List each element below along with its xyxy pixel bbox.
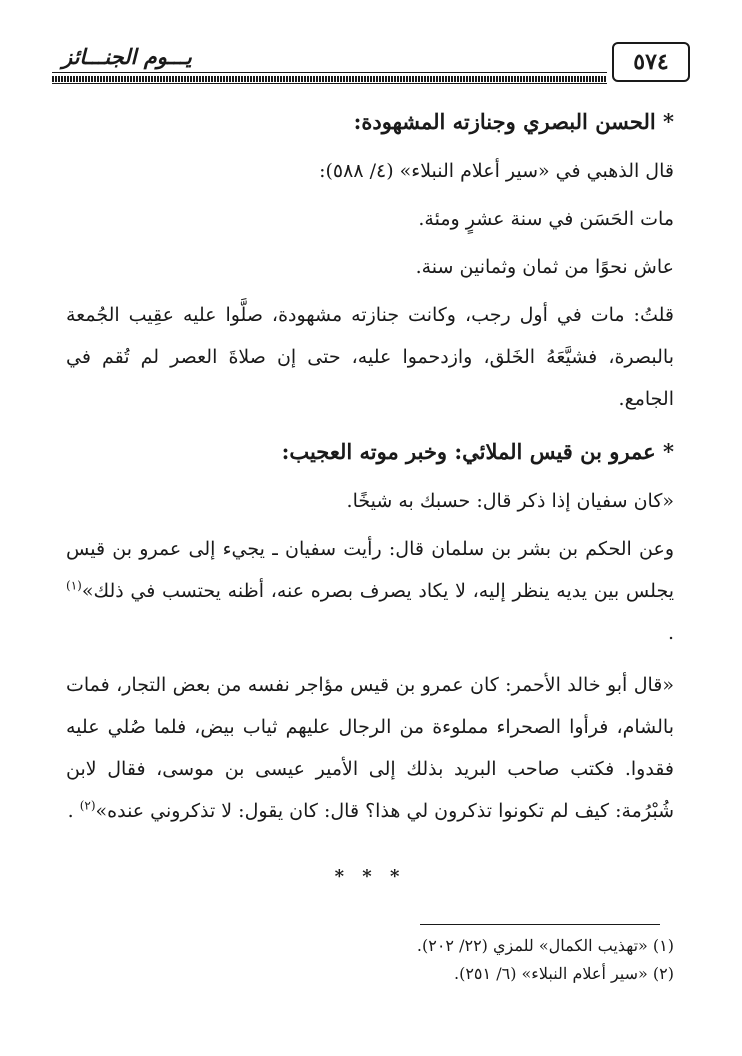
footnote-ref[interactable]: (١) [66,578,82,593]
header-rule-top [52,72,607,73]
paragraph-end: . [67,800,74,822]
star-bullet-icon: * [663,439,674,464]
heading-text: عمرو بن قيس الملائي: وخبر موته العجيب: [281,439,656,464]
section-heading-hasan [66,100,674,144]
footnote-rule [420,924,660,925]
page-header [52,36,690,88]
star-bullet-icon: * [663,109,674,134]
paragraph: عاش نحوًا من ثمان وثمانين سنة. [415,256,674,278]
header-rule-pattern [52,76,607,82]
footnotes [66,932,674,988]
paragraph-text: «قال أبو خالد الأحمر: كان عمرو بن قيس مؤاجر نفسه من بعض التجار، فمات بالشام، فرأوا الصحراء مملوءة من الرجال عليهم ثياب بيض، فلما صُلي عليه فقدوا. فكتب صاحب البريد بذلك إلى الأمير عيسى بن موسى، فقال لابن شُبْرُمة: كيف لم تكونوا تذكرون لي هذا؟ قال: كان يقول: لا تذكروني عنده» [66,674,674,822]
paragraph [66,528,674,654]
section-divider: * * * [334,866,406,887]
paragraph-end: . [667,622,674,644]
page-body [66,100,674,898]
header-rule-bottom [52,83,607,84]
paragraph: قلتُ: مات في أول رجب، وكانت جنازته مشهودة، صلَّوا عليه عقِيب الجُمعة بالبصرة، فشيَّعَهُ الخَلق، وازدحموا عليه، حتى إن صلاةَ العصر لم تُقم في الجامع. [66,304,674,410]
paragraph-text: وعن الحكم بن بشر بن سلمان قال: رأيت سفيان ـ يجيء إلى عمرو بن قيس يجلس بين يديه ينظر إليه، لا يكاد يصرف بصره عنه، أظنه يحتسب في ذلك» [66,538,674,602]
page-number: ٥٧٤ [612,42,690,82]
paragraph: مات الحَسَن في سنة عشرٍ ومئة. [418,208,674,230]
heading-text: الحسن البصري وجنازته المشهودة: [353,109,656,134]
running-title: يـــوم الجنـــائز [62,44,192,69]
section-heading-amr [66,430,674,474]
paragraph [66,664,674,832]
footnote: (١) «تهذيب الكمال» للمزي (٢٢/ ٢٠٢). [416,936,674,955]
paragraph: قال الذهبي في «سير أعلام النبلاء» (٤/ ٥٨٨): [319,160,674,182]
footnote: (٢) «سير أعلام النبلاء» (٦/ ٢٥١). [454,964,674,983]
footnote-ref[interactable]: (٢) [79,798,96,813]
paragraph: «كان سفيان إذا ذكر قال: حسبك به شيخًا. [346,490,674,512]
